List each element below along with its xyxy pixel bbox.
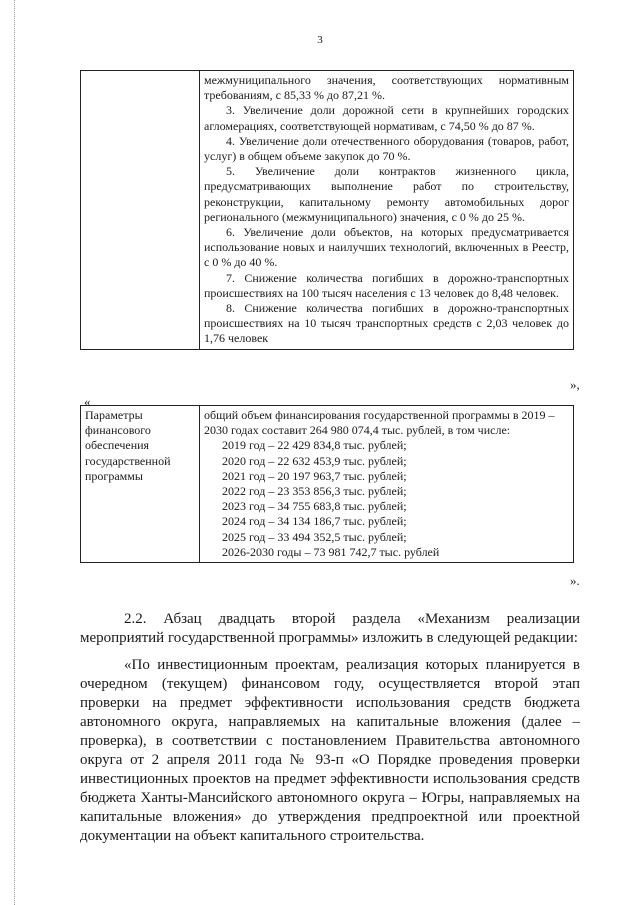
body-paragraph: 2.2. Абзац двадцать второй раздела «Механизм реализации мероприятий государственной программы» изложить в следующей редакции:: [80, 611, 580, 646]
financing-year-item: 2025 год – 33 494 352,5 тыс. рублей;: [222, 529, 407, 544]
targets-table: [80, 70, 574, 350]
binding-margin-line: [14, 0, 15, 905]
body-text: [80, 610, 580, 846]
table-row: [81, 71, 574, 350]
financing-intro: общий объем финансирования государственной программы в 2019 – 2030 годах составит 264 980 074,4 тыс. рублей, в том числе:: [204, 408, 555, 438]
financing-year-item: 2019 год – 22 429 834,8 тыс. рублей;: [222, 438, 407, 453]
table-cell-label: [81, 71, 200, 350]
target-item: 7. Снижение количества погибших в дорожно-транспортных происшествиях на 100 тысяч населения с 13 человек до 8,48 человек.: [204, 270, 569, 300]
financing-years-list: [204, 438, 569, 560]
financing-year-item: 2020 год – 22 632 453,9 тыс. рублей;: [222, 453, 407, 468]
body-paragraph: «По инвестиционным проектам, реализация которых планируется в очередном (текущем) финансовом году, осуществляется второй этап проверки на предмет эффективности использования средств бюджета автономного округа, направляемых на капитальные вложения (далее – проверка), в соответствии с постановлением Правительства автономного округа от 2 апреля 2011 года № 93-п «О Порядке проведения проверки инвестиционных проектов на предмет эффективности использования средств бюджета Ханты-Мансийского автономного округа – Югры, направляемых на капитальные вложения» до утверждения предпроектной или проектной документации на объект капитального строительства.: [80, 657, 580, 844]
closing-quote-mark: ».: [570, 573, 580, 588]
table-cell-targets: [200, 71, 574, 350]
financing-table: [80, 405, 574, 563]
opening-quote-mark: «: [84, 394, 91, 409]
financing-year-item: 2024 год – 34 134 186,7 тыс. рублей;: [222, 514, 407, 529]
target-item: межмуниципального значения, соответствующих нормативным требованиям, с 85,33 % до 87,21 %.: [204, 73, 569, 103]
financing-year-item: 2026-2030 годы – 73 981 742,7 тыс. рублей: [222, 544, 440, 559]
target-item: 4. Увеличение доли отечественного оборудования (товаров, работ, услуг) в общем объеме закупок до 70 %.: [204, 133, 569, 164]
target-item: 6. Увеличение доли объектов, на которых предусматривается использование новых и наилучших технологий, включенных в Реестр, с 0 % до 40 %.: [204, 225, 569, 270]
financing-year-item: 2022 год – 23 353 856,3 тыс. рублей;: [222, 484, 407, 499]
target-item: 3. Увеличение доли дорожной сети в крупнейших городских агломерациях, соответствующей нормативам, с 74,50 % до 87 %.: [204, 103, 569, 133]
financing-year-item: 2023 год – 34 755 683,8 тыс. рублей;: [222, 499, 407, 514]
page-number: 3: [317, 34, 323, 46]
target-item: 8. Снижение количества погибших в дорожно-транспортных происшествиях на 10 тысяч транспортных средств с 2,03 человек до 1,76 человек: [204, 301, 569, 346]
financing-cell: [200, 406, 574, 563]
closing-quote-mark: »,: [570, 377, 580, 392]
financing-year-item: 2021 год – 20 197 963,7 тыс. рублей;: [222, 468, 407, 483]
table-row: [81, 406, 574, 563]
target-item: 5. Увеличение доли контрактов жизненного цикла, предусматривающих выполнение работ по строительству, реконструкции, капитальному ремонту автомобильных дорог регионального (межмуниципального) значения, с 0 % до 25 %.: [204, 164, 569, 224]
financing-label: Параметры финансового обеспечения государственной программы: [81, 406, 200, 563]
